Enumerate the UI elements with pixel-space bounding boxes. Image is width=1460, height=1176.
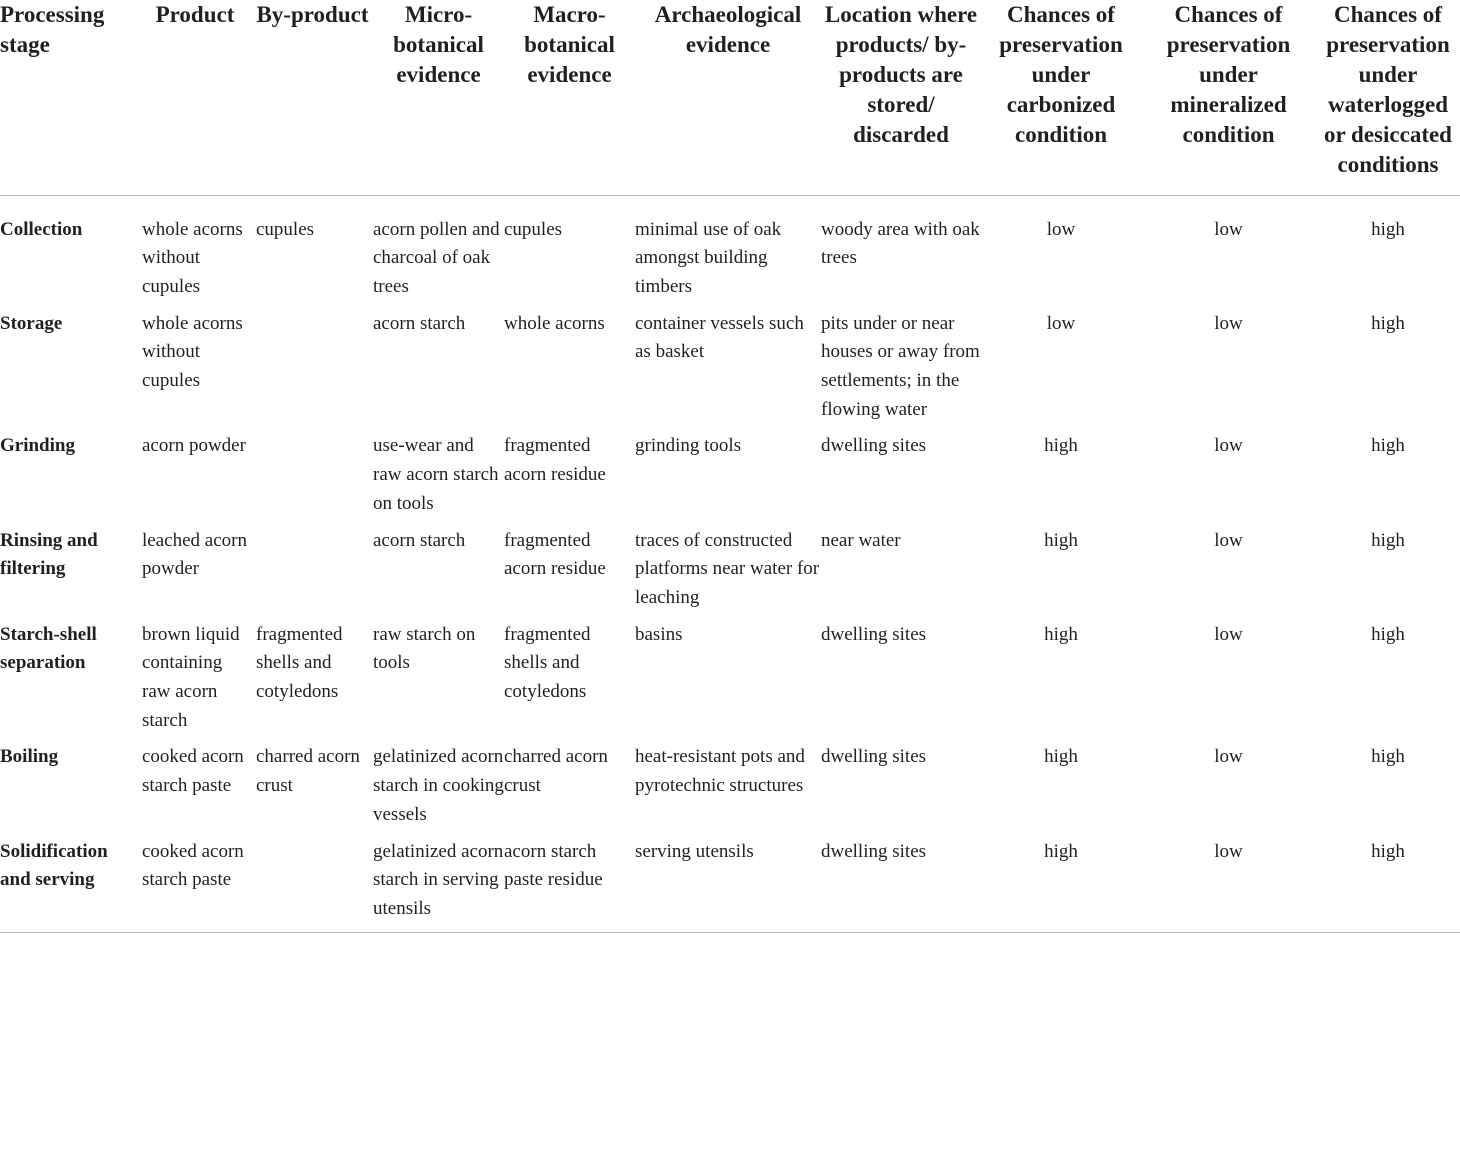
cell-byproduct: cupules: [256, 218, 315, 240]
cell-mineralized: low: [1214, 529, 1243, 551]
cell-mineralized: low: [1214, 435, 1243, 457]
cell-location: dwelling sites: [821, 746, 927, 768]
cell-micro: acorn starch: [373, 529, 466, 551]
cell-carbonized: high: [1044, 623, 1078, 645]
cell-stage: Rinsing and filtering: [0, 529, 98, 580]
cell-waterlogged: high: [1371, 435, 1405, 457]
table-row: [0, 195, 1460, 302]
cell-byproduct: [252, 519, 373, 613]
header-micro: Micro-botanical evidence: [373, 0, 504, 195]
header-row: [0, 0, 1460, 195]
cell-product: acorn powder: [142, 435, 246, 457]
cell-macro: charred acorn crust: [504, 746, 608, 797]
cell-mineralized: low: [1214, 218, 1243, 240]
header-archaeological: Archaeological evidence: [635, 0, 821, 195]
cell-product: whole acorns without cupules: [142, 312, 243, 392]
table-row: [0, 302, 1460, 425]
cell-product: whole acorns without cupules: [142, 218, 243, 297]
table-row: [0, 830, 1460, 933]
cell-stage: Grinding: [0, 435, 75, 457]
cell-archaeological: minimal use of oak amongst building timbers: [635, 218, 782, 297]
header-byproduct: By-product: [252, 0, 373, 195]
cell-location: woody area with oak trees: [821, 218, 980, 269]
cell-waterlogged: high: [1371, 529, 1405, 551]
cell-archaeological: grinding tools: [635, 435, 742, 457]
cell-byproduct: fragmented shells and cotyledons: [256, 623, 343, 703]
table-row: [0, 424, 1460, 518]
cell-waterlogged: high: [1371, 312, 1405, 334]
cell-archaeological: heat-resistant pots and pyrotechnic structures: [635, 746, 805, 797]
cell-location: near water: [821, 529, 901, 551]
cell-macro: fragmented acorn residue: [504, 435, 606, 486]
cell-carbonized: high: [1044, 746, 1078, 768]
cell-waterlogged: high: [1371, 218, 1405, 240]
cell-carbonized: high: [981, 830, 1141, 933]
cell-carbonized: high: [1044, 435, 1078, 457]
header-waterlogged: Chances of preservation under waterlogged or desiccated conditions: [1316, 0, 1460, 195]
cell-stage: Storage: [0, 312, 63, 334]
cell-archaeological: serving utensils: [635, 830, 821, 933]
cell-location: dwelling sites: [821, 830, 981, 933]
table-row: [0, 613, 1460, 736]
header-carbonized: Chances of preservation under carbonized condition: [981, 0, 1141, 195]
cell-byproduct: [252, 302, 373, 425]
header-location: Location where products/ by-products are stored/ discarded: [821, 0, 981, 195]
cell-mineralized: low: [1214, 746, 1243, 768]
cell-stage: Collection: [0, 218, 83, 240]
table-row: [0, 519, 1460, 613]
cell-micro: use-wear and raw acorn starch on tools: [373, 435, 499, 514]
cell-stage: Solidification and serving: [0, 830, 138, 933]
table-row: [0, 735, 1460, 829]
cell-archaeological: container vessels such as basket: [635, 312, 804, 363]
cell-micro: gelatinized acorn starch in cooking vessels: [373, 746, 504, 825]
header-product: Product: [138, 0, 252, 195]
cell-waterlogged: high: [1371, 746, 1405, 768]
cell-micro: acorn pollen and charcoal of oak trees: [373, 218, 500, 297]
cell-macro: acorn starch paste residue: [504, 830, 635, 933]
cell-macro: whole acorns: [504, 312, 605, 334]
cell-byproduct: [252, 830, 373, 933]
cell-micro: gelatinized acorn starch in serving utensils: [373, 830, 504, 933]
cell-micro: acorn starch: [373, 312, 466, 334]
cell-product: brown liquid containing raw acorn starch: [142, 623, 240, 731]
cell-location: dwelling sites: [821, 435, 927, 457]
cell-location: dwelling sites: [821, 623, 927, 645]
cell-product: cooked acorn starch paste: [142, 746, 244, 797]
cell-waterlogged: high: [1316, 830, 1460, 933]
cell-mineralized: low: [1141, 830, 1316, 933]
cell-stage: Boiling: [0, 746, 59, 768]
cell-macro: fragmented acorn residue: [504, 529, 606, 580]
cell-archaeological: traces of constructed platforms near water for leaching: [635, 529, 820, 608]
cell-mineralized: low: [1214, 312, 1243, 334]
cell-carbonized: low: [1046, 218, 1076, 240]
cell-archaeological: basins: [635, 623, 683, 645]
cell-mineralized: low: [1214, 623, 1243, 645]
cell-byproduct: [252, 424, 373, 518]
cell-carbonized: low: [1046, 312, 1076, 334]
cell-micro: raw starch on tools: [373, 623, 476, 674]
cell-macro: cupules: [504, 218, 563, 240]
cell-byproduct: charred acorn crust: [256, 746, 360, 797]
cell-location: pits under or near houses or away from settlements; in the flowing water: [821, 312, 980, 420]
header-stage: Processing stage: [0, 0, 138, 195]
header-mineralized: Chances of preservation under mineralized condition: [1141, 0, 1316, 195]
cell-macro: fragmented shells and cotyledons: [504, 623, 591, 703]
cell-stage: Starch-shell separation: [0, 623, 97, 674]
cell-waterlogged: high: [1371, 623, 1405, 645]
cell-product: leached acorn powder: [142, 529, 247, 580]
cell-carbonized: high: [1044, 529, 1078, 551]
cell-product: cooked acorn starch paste: [138, 830, 252, 933]
header-macro: Macro-botanical evidence: [504, 0, 635, 195]
